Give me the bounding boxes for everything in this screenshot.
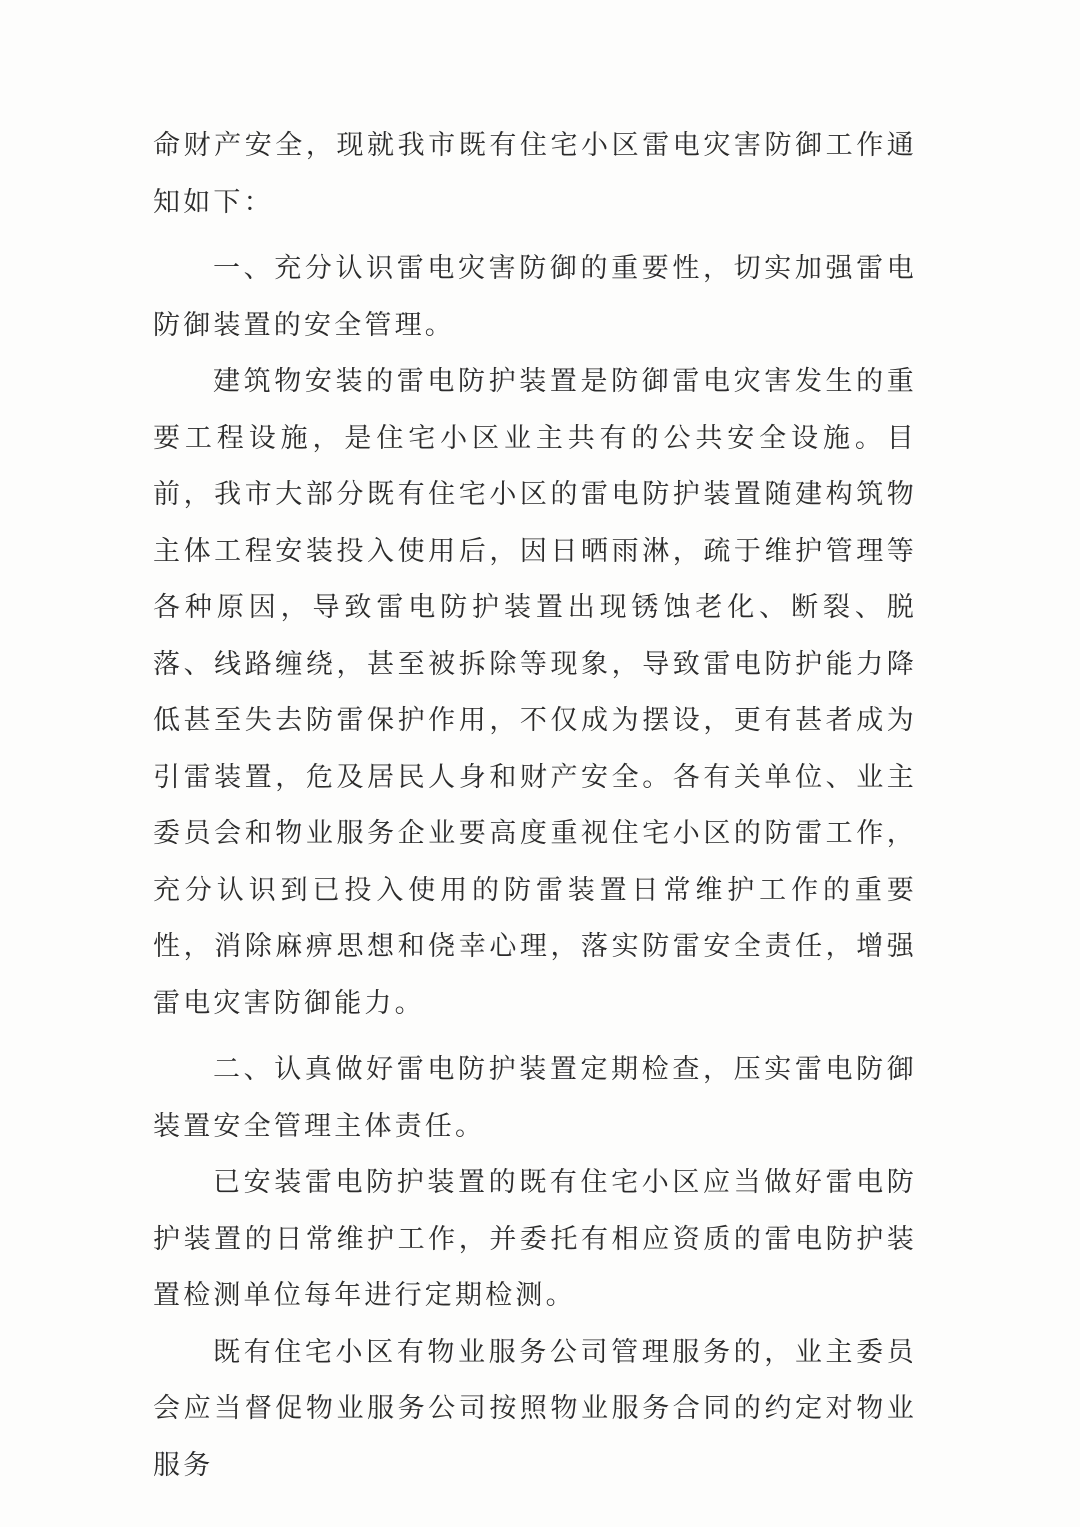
paragraph-section-2-body-2: 既有住宅小区有物业服务公司管理服务的，业主委员会应当督促物业服务公司按照物业服务合同的约定对物业服务 (153, 1336, 917, 1481)
paragraph-intro-continuation: 命财产安全，现就我市既有住宅小区雷电灾害防御工作通知如下： (153, 130, 917, 218)
section-heading-2: 二、认真做好雷电防护装置定期检查，压实雷电防御装置安全管理主体责任。 (153, 1054, 917, 1142)
paragraph-section-1-body: 建筑物安装的雷电防护装置是防御雷电灾害发生的重要工程设施，是住宅小区业主共有的公共安全设施。目前，我市大部分既有住宅小区的雷电防护装置随建构筑物主体工程安装投入使用后，因日晒雨淋，疏于维护管理等各种原因，导致雷电防护装置出现锈蚀老化、断裂、脱落、线路缠绕，甚至被拆除等现象，导致雷电防护能力降低甚至失去防雷保护作用，不仅成为摆设，更有甚者成为引雷装置，危及居民人身和财产安全。各有关单位、业主委员会和物业服务企业要高度重视住宅小区的防雷工作，充分认识到已投入使用的防雷装置日常维护工作的重要性，消除麻痹思想和侥幸心理，落实防雷安全责任，增强雷电灾害防御能力。 (153, 366, 917, 1019)
paragraph-section-2-body-1: 已安装雷电防护装置的既有住宅小区应当做好雷电防护装置的日常维护工作，并委托有相应资质的雷电防护装置检测单位每年进行定期检测。 (153, 1167, 917, 1311)
document-body (153, 118, 917, 1494)
section-heading-1: 一、充分认识雷电灾害防御的重要性，切实加强雷电防御装置的安全管理。 (153, 253, 917, 341)
